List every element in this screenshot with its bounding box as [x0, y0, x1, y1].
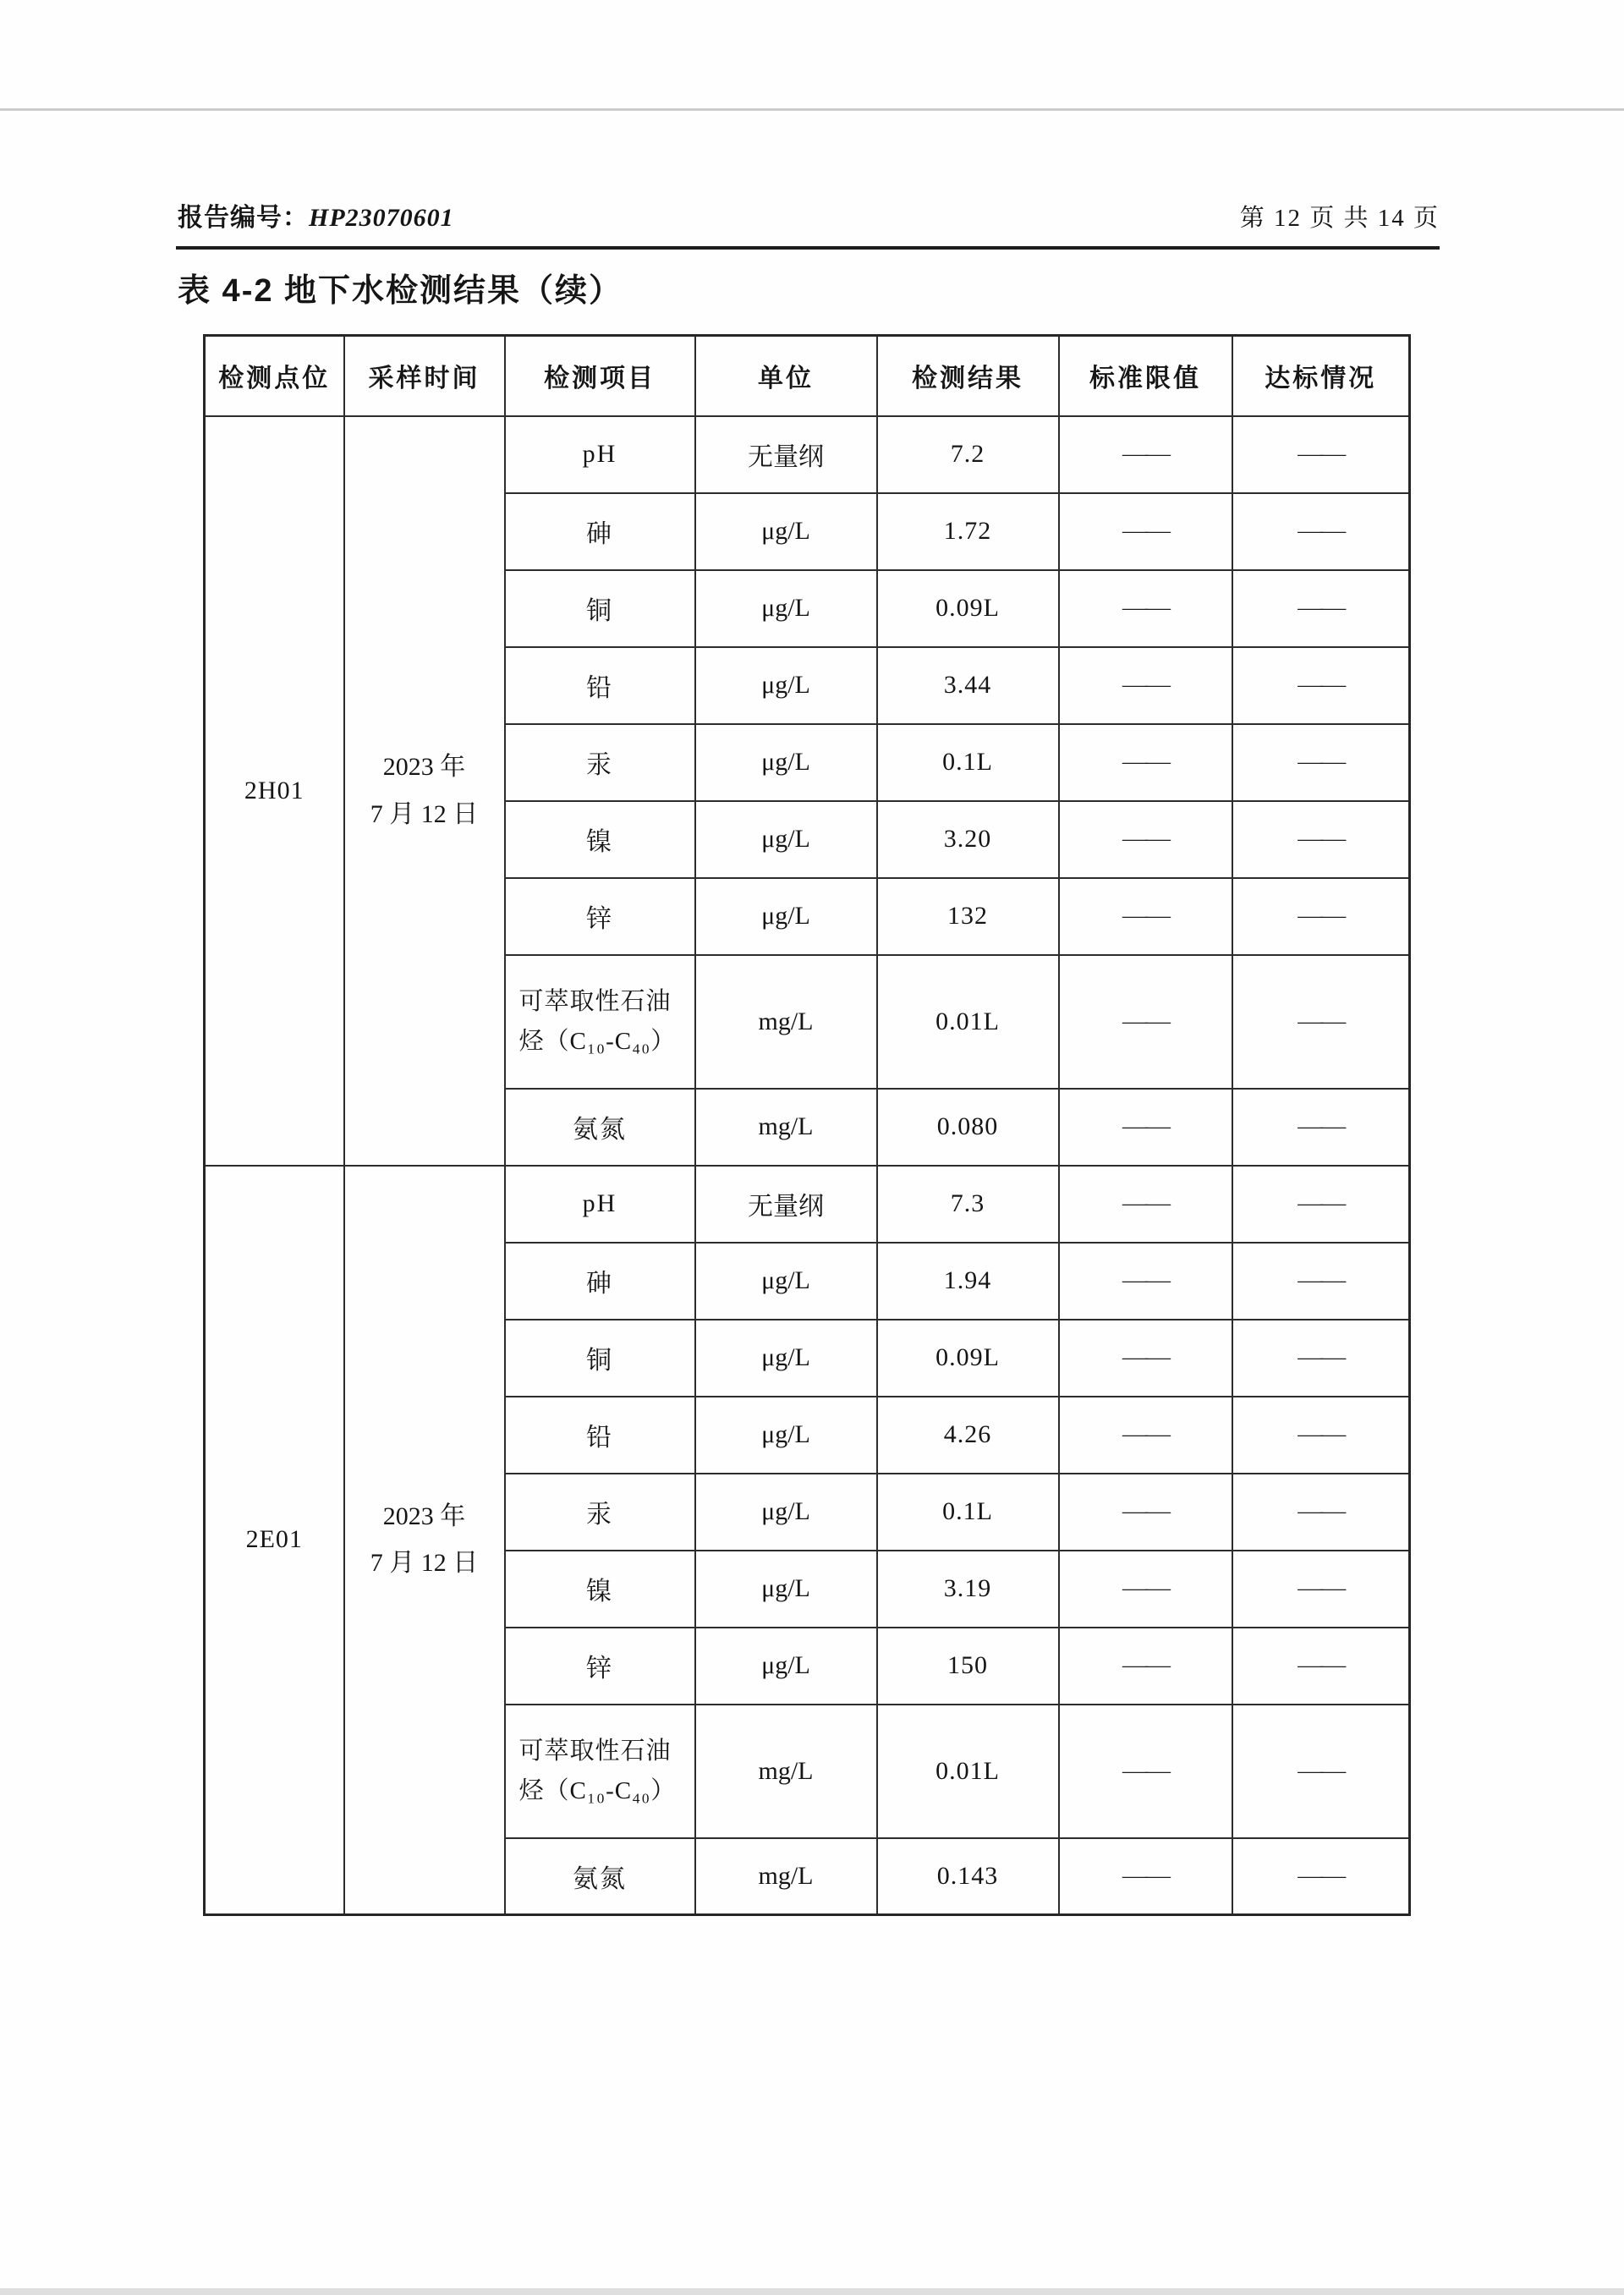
compliance-cell — [1232, 878, 1410, 955]
standard-limit-dash: —— — [1122, 596, 1168, 620]
page-header — [178, 196, 1440, 233]
unit-cell: mg/L — [695, 1705, 877, 1838]
sampling-time-line: 2023 年 — [382, 753, 466, 781]
standard-limit-cell — [1059, 416, 1232, 493]
standard-limit-cell — [1059, 955, 1232, 1089]
table-row — [205, 416, 1410, 493]
parameter-cell: 锌 — [505, 878, 695, 955]
parameter-cell: 氨氮 — [505, 1089, 695, 1166]
standard-limit-cell — [1059, 1320, 1232, 1397]
table-head — [205, 336, 1410, 416]
column-header: 单位 — [695, 336, 877, 416]
result-cell: 0.143 — [877, 1838, 1059, 1915]
column-header: 达标情况 — [1232, 336, 1410, 416]
compliance-dash: —— — [1298, 442, 1344, 466]
sampling-time-cell — [344, 1166, 505, 1915]
column-header: 检测结果 — [877, 336, 1059, 416]
unit-cell: μg/L — [695, 724, 877, 801]
parameter-cell: 铅 — [505, 647, 695, 724]
compliance-dash: —— — [1298, 826, 1344, 851]
unit-cell: μg/L — [695, 647, 877, 724]
standard-limit-cell — [1059, 724, 1232, 801]
compliance-cell — [1232, 416, 1410, 493]
compliance-cell — [1232, 493, 1410, 570]
result-cell: 0.1L — [877, 1474, 1059, 1551]
result-cell: 0.09L — [877, 1320, 1059, 1397]
results-table — [203, 334, 1411, 1916]
unit-cell: mg/L — [695, 1838, 877, 1915]
report-number — [178, 196, 454, 233]
result-cell: 132 — [877, 878, 1059, 955]
parameter-cell: pH — [505, 416, 695, 493]
compliance-cell — [1232, 1551, 1410, 1628]
parameter-cell: 砷 — [505, 1243, 695, 1320]
compliance-dash: —— — [1298, 1864, 1344, 1888]
parameter-cell: 汞 — [505, 1474, 695, 1551]
standard-limit-dash: —— — [1122, 1191, 1168, 1216]
unit-cell: μg/L — [695, 1474, 877, 1551]
compliance-dash: —— — [1298, 1499, 1344, 1524]
standard-limit-dash: —— — [1122, 1114, 1168, 1139]
standard-limit-cell — [1059, 1705, 1232, 1838]
standard-limit-cell — [1059, 1243, 1232, 1320]
compliance-dash: —— — [1298, 596, 1344, 620]
unit-cell: 无量纲 — [695, 416, 877, 493]
parameter-cell: pH — [505, 1166, 695, 1243]
compliance-dash: —— — [1298, 1653, 1344, 1677]
standard-limit-cell — [1059, 1628, 1232, 1705]
unit-cell: μg/L — [695, 1551, 877, 1628]
compliance-cell — [1232, 801, 1410, 878]
standard-limit-dash: —— — [1122, 749, 1168, 774]
sampling-time-cell — [344, 416, 505, 1166]
unit-cell: 无量纲 — [695, 1166, 877, 1243]
standard-limit-cell — [1059, 878, 1232, 955]
compliance-cell — [1232, 955, 1410, 1089]
parameter-cell: 铜 — [505, 570, 695, 647]
standard-limit-dash: —— — [1122, 1576, 1168, 1600]
result-cell: 7.2 — [877, 416, 1059, 493]
standard-limit-cell — [1059, 801, 1232, 878]
unit-cell: mg/L — [695, 955, 877, 1089]
standard-limit-cell — [1059, 1551, 1232, 1628]
header-divider-line — [176, 246, 1440, 250]
header-row — [205, 336, 1410, 416]
parameter-line: 烃（C₁₀-C₄₀） — [518, 1027, 677, 1055]
result-cell: 0.09L — [877, 570, 1059, 647]
parameter-line: 可萃取性石油 — [518, 1737, 672, 1765]
sampling-time-line: 2023 年 — [382, 1502, 466, 1530]
unit-cell: μg/L — [695, 570, 877, 647]
result-cell: 0.080 — [877, 1089, 1059, 1166]
unit-cell: μg/L — [695, 1243, 877, 1320]
standard-limit-dash: —— — [1122, 1422, 1168, 1447]
compliance-dash: —— — [1298, 1576, 1344, 1600]
unit-cell: μg/L — [695, 878, 877, 955]
monitoring-point-cell: 2H01 — [205, 416, 344, 1166]
column-header: 标准限值 — [1059, 336, 1232, 416]
result-cell: 4.26 — [877, 1397, 1059, 1474]
unit-cell: mg/L — [695, 1089, 877, 1166]
monitoring-point-cell: 2E01 — [205, 1166, 344, 1915]
report-number-label: 报告编号： — [178, 204, 309, 232]
result-cell: 3.20 — [877, 801, 1059, 878]
standard-limit-dash: —— — [1122, 1009, 1168, 1034]
column-header: 检测点位 — [205, 336, 344, 416]
compliance-dash: —— — [1298, 1009, 1344, 1034]
standard-limit-dash: —— — [1122, 1268, 1168, 1293]
parameter-line: 烃（C₁₀-C₄₀） — [518, 1776, 677, 1804]
standard-limit-dash: —— — [1122, 1864, 1168, 1888]
standard-limit-cell — [1059, 1838, 1232, 1915]
table-title: 表 4-2 地下水检测结果（续） — [178, 273, 623, 309]
unit-cell: μg/L — [695, 1320, 877, 1397]
parameter-cell: 汞 — [505, 724, 695, 801]
sampling-time-line: 7 月 12 日 — [370, 1549, 479, 1578]
standard-limit-dash: —— — [1122, 1759, 1168, 1783]
compliance-cell — [1232, 1705, 1410, 1838]
parameter-cell: 镍 — [505, 801, 695, 878]
compliance-cell — [1232, 1838, 1410, 1915]
compliance-dash: —— — [1298, 1114, 1344, 1139]
compliance-dash: —— — [1298, 1345, 1344, 1370]
standard-limit-cell — [1059, 1166, 1232, 1243]
compliance-cell — [1232, 1474, 1410, 1551]
standard-limit-cell — [1059, 570, 1232, 647]
compliance-cell — [1232, 1089, 1410, 1166]
scan-artifact-strip-bottom — [0, 2288, 1624, 2295]
table-row — [205, 1166, 1410, 1243]
compliance-dash: —— — [1298, 1191, 1344, 1216]
parameter-cell — [505, 955, 695, 1089]
compliance-dash: —— — [1298, 1422, 1344, 1447]
parameter-cell: 砷 — [505, 493, 695, 570]
standard-limit-dash: —— — [1122, 442, 1168, 466]
unit-cell: μg/L — [695, 1397, 877, 1474]
report-number-value: HP23070601 — [309, 204, 454, 232]
compliance-dash: —— — [1298, 749, 1344, 774]
compliance-cell — [1232, 1243, 1410, 1320]
result-cell: 1.72 — [877, 493, 1059, 570]
result-cell: 0.01L — [877, 1705, 1059, 1838]
column-header: 采样时间 — [344, 336, 505, 416]
compliance-cell — [1232, 647, 1410, 724]
standard-limit-dash: —— — [1122, 519, 1168, 543]
compliance-dash: —— — [1298, 1759, 1344, 1783]
unit-cell: μg/L — [695, 1628, 877, 1705]
parameter-cell: 氨氮 — [505, 1838, 695, 1915]
standard-limit-dash: —— — [1122, 673, 1168, 697]
compliance-dash: —— — [1298, 1268, 1344, 1293]
parameter-line: 可萃取性石油 — [518, 987, 672, 1015]
standard-limit-dash: —— — [1122, 826, 1168, 851]
result-cell: 1.94 — [877, 1243, 1059, 1320]
standard-limit-cell — [1059, 493, 1232, 570]
compliance-dash: —— — [1298, 519, 1344, 543]
result-cell: 150 — [877, 1628, 1059, 1705]
sampling-time-line: 7 月 12 日 — [370, 799, 479, 828]
compliance-cell — [1232, 724, 1410, 801]
table-body — [205, 416, 1410, 1915]
standard-limit-cell — [1059, 647, 1232, 724]
unit-cell: μg/L — [695, 493, 877, 570]
parameter-cell — [505, 1705, 695, 1838]
compliance-cell — [1232, 1397, 1410, 1474]
result-cell: 0.1L — [877, 724, 1059, 801]
standard-limit-dash: —— — [1122, 903, 1168, 928]
parameter-cell: 铜 — [505, 1320, 695, 1397]
compliance-cell — [1232, 570, 1410, 647]
column-header: 检测项目 — [505, 336, 695, 416]
standard-limit-cell — [1059, 1474, 1232, 1551]
parameter-cell: 镍 — [505, 1551, 695, 1628]
compliance-cell — [1232, 1320, 1410, 1397]
parameter-cell: 锌 — [505, 1628, 695, 1705]
result-cell: 7.3 — [877, 1166, 1059, 1243]
result-cell: 3.44 — [877, 647, 1059, 724]
compliance-dash: —— — [1298, 673, 1344, 697]
compliance-cell — [1232, 1628, 1410, 1705]
scan-artifact-line-top — [0, 108, 1624, 111]
standard-limit-dash: —— — [1122, 1653, 1168, 1677]
standard-limit-cell — [1059, 1089, 1232, 1166]
standard-limit-cell — [1059, 1397, 1232, 1474]
compliance-dash: —— — [1298, 903, 1344, 928]
standard-limit-dash: —— — [1122, 1499, 1168, 1524]
result-cell: 3.19 — [877, 1551, 1059, 1628]
result-cell: 0.01L — [877, 955, 1059, 1089]
standard-limit-dash: —— — [1122, 1345, 1168, 1370]
parameter-cell: 铅 — [505, 1397, 695, 1474]
unit-cell: μg/L — [695, 801, 877, 878]
compliance-cell — [1232, 1166, 1410, 1243]
page-number: 第 12 页 共 14 页 — [1239, 205, 1440, 232]
